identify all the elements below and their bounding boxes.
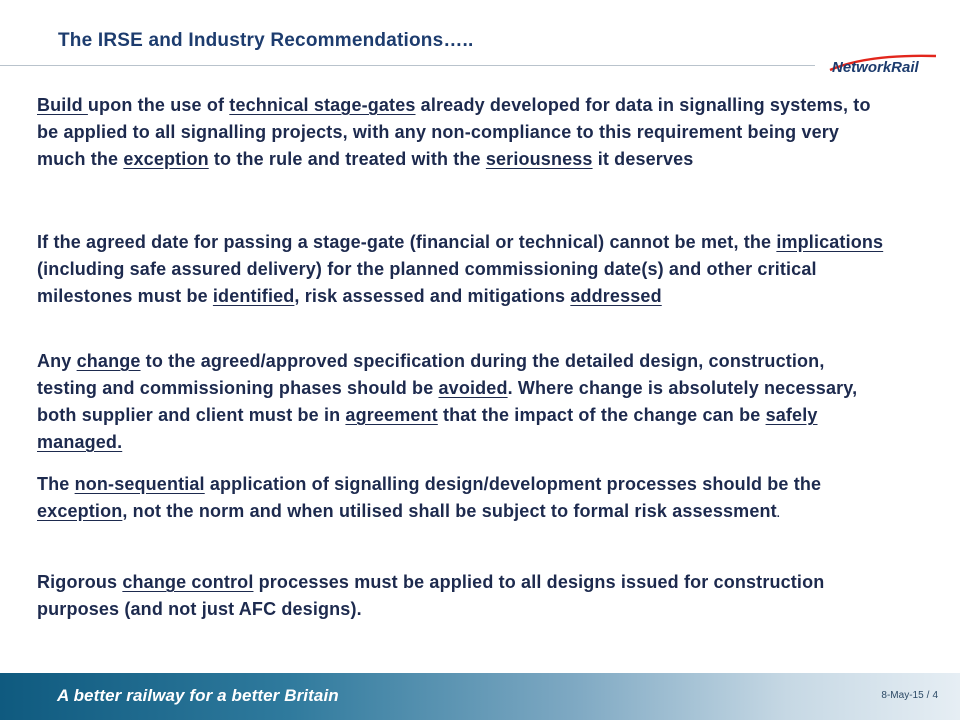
paragraph-text: to the agreed/approved specification during the detailed design, construction, testing and commissioning phases should be: [37, 351, 825, 398]
paragraph-text: . Where change is absolutely necessary, both supplier and client must be in: [37, 378, 858, 425]
slide-page-info: [881, 690, 938, 701]
footer-bar: [0, 673, 960, 720]
network-rail-logo: [828, 50, 940, 76]
emphasis-term: addressed: [570, 286, 662, 306]
logo-text: NetworkRail: [832, 59, 919, 76]
emphasis-term: seriousness: [485, 149, 593, 169]
paragraph-text: .: [776, 508, 780, 520]
emphasis-term: non-sequential: [74, 474, 205, 494]
paragraph-text: If the agreed date for passing a stage-gate (financial or technical) cannot be met, the: [37, 232, 777, 252]
emphasis-term: exception: [37, 501, 123, 521]
emphasis-term: managed.: [37, 432, 123, 452]
recommendation-paragraph-2: [37, 229, 887, 310]
recommendation-paragraph-1: [37, 92, 887, 173]
emphasis-term: safely: [765, 405, 818, 425]
recommendation-paragraph-4: [37, 471, 887, 528]
page-number: 4: [932, 690, 938, 701]
paragraph-text: Any: [37, 351, 77, 371]
paragraph-text: that the impact of the change can be: [437, 405, 766, 425]
paragraph-text: (including safe assured delivery) for the planned commissioning date(s) and other critical milestones must be: [37, 259, 817, 306]
paragraph-text: it deserves: [592, 149, 694, 169]
emphasis-term: technical stage-gates: [229, 95, 416, 115]
slide-title: The IRSE and Industry Recommendations…..: [58, 30, 474, 51]
emphasis-term: agreement: [345, 405, 438, 425]
emphasis-term: change: [76, 351, 141, 371]
emphasis-term: exception: [123, 149, 209, 169]
recommendation-paragraph-3: [37, 348, 887, 456]
paragraph-text: , risk assessed and mitigations: [294, 286, 571, 306]
emphasis-term: implications: [776, 232, 884, 252]
paragraph-text: The: [37, 474, 75, 494]
paragraph-text: upon the use of: [87, 95, 230, 115]
paragraph-text: Rigorous: [37, 572, 123, 592]
footer-tagline: A better railway for a better Britain: [57, 686, 339, 705]
paragraph-text: to the rule and treated with the: [208, 149, 486, 169]
page-separator: /: [926, 690, 930, 701]
slide-date: 8-May-15: [881, 690, 924, 701]
recommendation-paragraph-5: [37, 569, 887, 623]
emphasis-term: change control: [122, 572, 254, 592]
emphasis-term: Build: [37, 95, 88, 115]
emphasis-term: avoided: [438, 378, 508, 398]
emphasis-term: identified: [212, 286, 295, 306]
paragraph-text: already developed for data in signalling systems, to be applied to all signalling projects, with any non-compliance to this requirement being very much the: [37, 95, 871, 169]
title-divider: [0, 65, 815, 66]
paragraph-text: , not the norm and when utilised shall be subject to formal risk assessment: [122, 501, 777, 521]
paragraph-text: processes must be applied to all designs issued for construction purposes (and not just AFC designs).: [37, 572, 825, 619]
paragraph-text: application of signalling design/development processes should be the: [204, 474, 822, 494]
